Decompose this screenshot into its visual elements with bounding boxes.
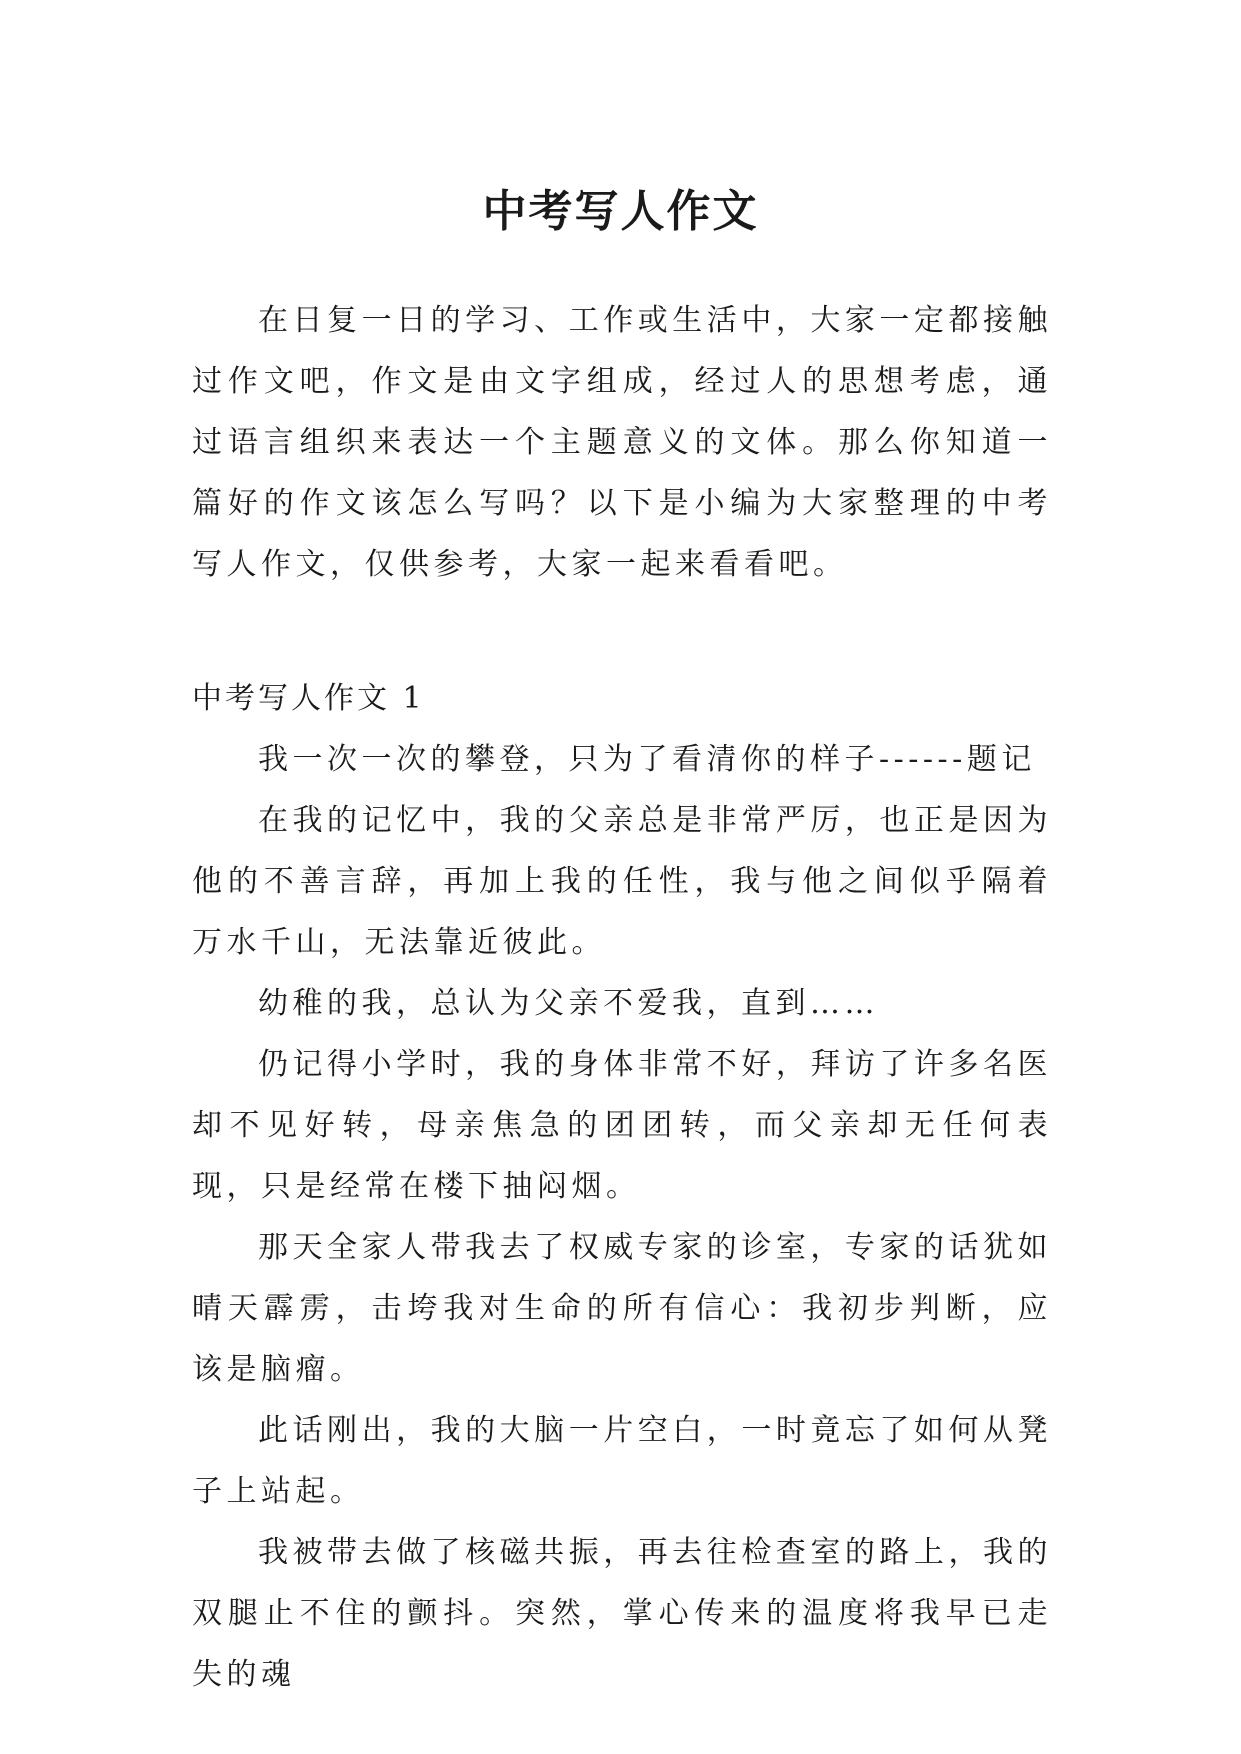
body-paragraph: 那天全家人带我去了权威专家的诊室，专家的话犹如晴天霹雳，击垮我对生命的所有信心：我初步判断，应该是脑瘤。 (192, 1230, 1052, 1387)
document-title: 中考写人作文 (482, 186, 759, 238)
body-paragraph: 幼稚的我，总认为父亲不爱我，直到…… (258, 986, 879, 1021)
body-paragraph: 此话刚出，我的大脑一片空白，一时竟忘了如何从凳子上站起。 (192, 1413, 1052, 1509)
body-paragraph: 仍记得小学时，我的身体非常不好，拜访了许多名医却不见好转，母亲焦急的团团转，而父亲却无任何表现，只是经常在楼下抽闷烟。 (192, 1047, 1052, 1204)
intro-paragraph: 在日复一日的学习、工作或生活中，大家一定都接触过作文吧，作文是由文字组成，经过人的思想考虑，通过语言组织来表达一个主题意义的文体。那么你知道一篇好的作文该怎么写吗？以下是小编为大家整理的中考写人作文，仅供参考，大家一起来看看吧。 (192, 303, 1052, 582)
body-paragraph: 在我的记忆中，我的父亲总是非常严厉，也正是因为他的不善言辞，再加上我的任性，我与他之间似乎隔着万水千山，无法靠近彼此。 (192, 803, 1052, 960)
section-heading: 中考写人作文 1 (192, 681, 425, 716)
body-paragraph: 我被带去做了核磁共振，再去往检查室的路上，我的双腿止不住的颤抖。突然，掌心传来的温度将我早已走失的魂 (192, 1535, 1052, 1692)
paragraph-gap (192, 595, 1052, 668)
document-body (192, 290, 1052, 1705)
body-paragraph: 我一次一次的攀登，只为了看清你的样子------题记 (258, 742, 1036, 777)
